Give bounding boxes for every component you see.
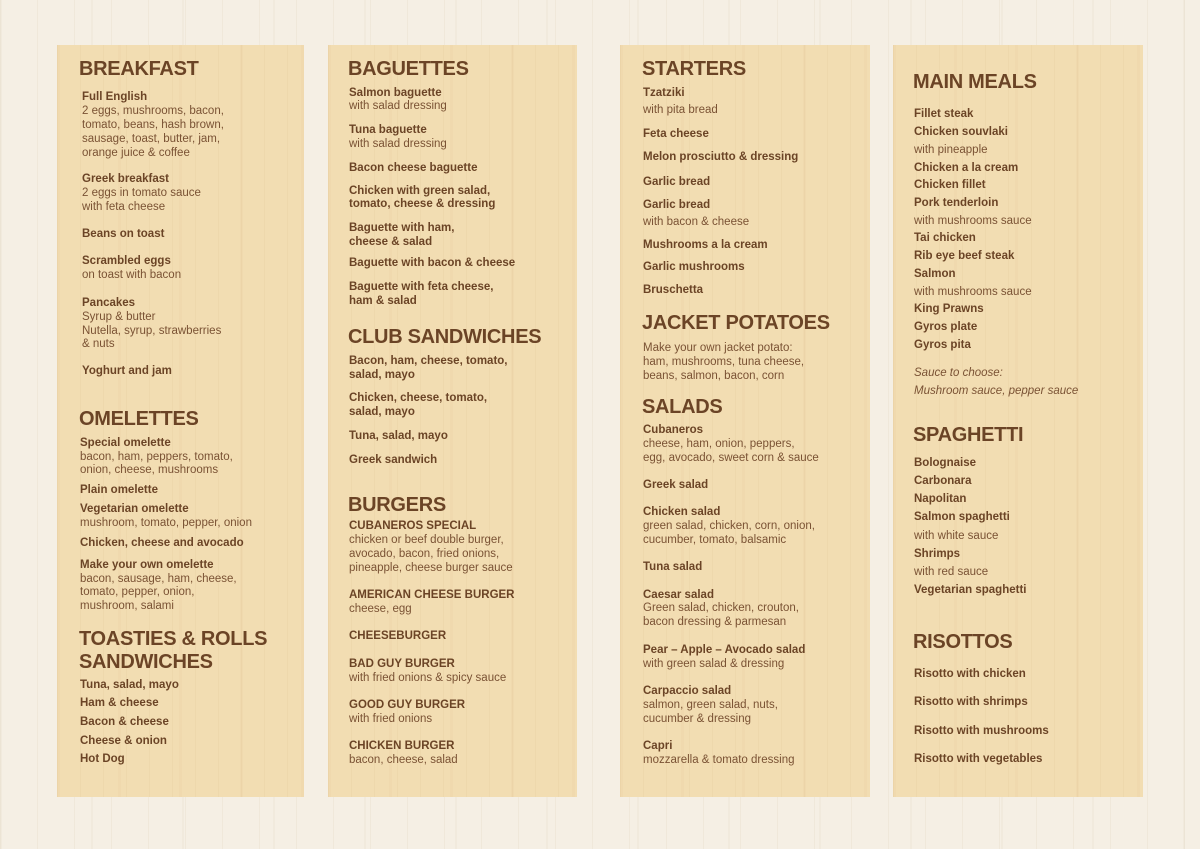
menu-item-name: AMERICAN CHEESE BURGER xyxy=(349,589,515,601)
menu-item-desc: Nutella, syrup, strawberries xyxy=(82,325,222,337)
menu-item-desc: mozzarella & tomato dressing xyxy=(643,754,795,766)
menu-item-name: salad, mayo xyxy=(349,406,415,418)
menu-item-name: CHICKEN BURGER xyxy=(349,740,455,752)
menu-item-name: Garlic mushrooms xyxy=(643,261,745,273)
section-title-risottos: RISOTTOS xyxy=(913,631,1013,653)
menu-item-desc: ham, mushrooms, tuna cheese, xyxy=(643,356,805,368)
menu-item-name: Chicken salad xyxy=(643,506,721,518)
menu-item-name: Caesar salad xyxy=(643,589,714,601)
menu-item-name: Tuna baguette xyxy=(349,124,427,136)
menu-item-desc: salmon, green salad, nuts, xyxy=(643,699,778,711)
menu-item-name: King Prawns xyxy=(914,303,984,315)
menu-item-name: Chicken a la cream xyxy=(914,162,1019,174)
menu-item-name: Cubaneros xyxy=(643,424,704,436)
menu-item-desc: 2 eggs, mushrooms, bacon, xyxy=(82,105,224,117)
menu-item-desc: Syrup & butter xyxy=(82,311,156,323)
menu-item-desc: with white sauce xyxy=(914,530,999,542)
menu-item-desc: & nuts xyxy=(82,338,115,350)
menu-item-name: Carpaccio salad xyxy=(643,685,732,697)
menu-item-name: Bolognaise xyxy=(914,457,976,469)
menu-item-name: Tuna, salad, mayo xyxy=(80,679,179,691)
menu-item-desc: with mushrooms sauce xyxy=(914,215,1032,227)
menu-item-name: Full English xyxy=(82,91,148,103)
menu-item-name: Baguette with feta cheese, xyxy=(349,281,494,293)
menu-item-name: Gyros pita xyxy=(914,339,971,351)
menu-item-desc: cheese, ham, onion, peppers, xyxy=(643,438,795,450)
sauce-note: Sauce to choose: xyxy=(914,367,1003,379)
section-title-jacket-potatoes: JACKET POTATOES xyxy=(642,312,830,334)
menu-item-desc: on toast with bacon xyxy=(82,269,182,281)
menu-item-desc: bacon, sausage, ham, cheese, xyxy=(80,573,237,585)
menu-item-name: Greek sandwich xyxy=(349,454,438,466)
menu-item-name: Garlic bread xyxy=(643,176,711,188)
menu-item-name: Risotto with shrimps xyxy=(914,696,1028,708)
menu-item-desc: cucumber & dressing xyxy=(643,713,752,725)
menu-item-desc: Make your own jacket potato: xyxy=(643,342,793,354)
menu-item-desc: with bacon & cheese xyxy=(643,216,750,228)
menu-item-name: Feta cheese xyxy=(643,128,709,140)
menu-item-name: Tzatziki xyxy=(643,87,685,99)
menu-item-desc: with fried onions xyxy=(349,713,433,725)
menu-item-desc: with fried onions & spicy sauce xyxy=(349,672,507,684)
menu-item-desc: cheese, egg xyxy=(349,603,412,615)
menu-item-name: Bacon, ham, cheese, tomato, xyxy=(349,355,508,367)
menu-item-name: Tai chicken xyxy=(914,232,976,244)
menu-item-name: Beans on toast xyxy=(82,228,165,240)
section-title-club-sandwiches: CLUB SANDWICHES xyxy=(348,326,542,348)
sauce-note: Mushroom sauce, pepper sauce xyxy=(914,385,1079,397)
section-title-sandwiches: SANDWICHES xyxy=(79,651,213,673)
menu-item-name: Baguette with ham, xyxy=(349,222,455,234)
menu-item-name: Shrimps xyxy=(914,548,961,560)
section-title-breakfast: BREAKFAST xyxy=(79,58,199,80)
menu-item-name: Chicken, cheese and avocado xyxy=(80,537,244,549)
menu-item-desc: mushroom, salami xyxy=(80,600,174,612)
menu-item-name: Tuna, salad, mayo xyxy=(349,430,448,442)
menu-item-name: Mushrooms a la cream xyxy=(643,239,768,251)
menu-item-desc: with pineapple xyxy=(914,144,988,156)
menu-item-name: Greek salad xyxy=(643,479,709,491)
menu-item-name: Salmon baguette xyxy=(349,87,442,99)
menu-item-desc: orange juice & coffee xyxy=(82,147,190,159)
menu-item-desc: 2 eggs in tomato sauce xyxy=(82,187,201,199)
menu-item-name: Rib eye beef steak xyxy=(914,250,1015,262)
menu-item-name: Make your own omelette xyxy=(80,559,214,571)
menu-item-desc: cucumber, tomato, balsamic xyxy=(643,534,787,546)
menu-item-name: Risotto with vegetables xyxy=(914,753,1043,765)
menu-item-name: Chicken fillet xyxy=(914,179,986,191)
menu-item-desc: beans, salmon, bacon, corn xyxy=(643,370,785,382)
menu-item-desc: egg, avocado, sweet corn & sauce xyxy=(643,452,819,464)
menu-item-desc: bacon, cheese, salad xyxy=(349,754,458,766)
menu-item-name: Yoghurt and jam xyxy=(82,365,172,377)
section-title-toasties: TOASTIES & ROLLS xyxy=(79,628,268,650)
menu-item-name: Chicken, cheese, tomato, xyxy=(349,392,488,404)
menu-item-desc: with green salad & dressing xyxy=(643,658,785,670)
menu-item-name: Vegetarian spaghetti xyxy=(914,584,1027,596)
menu-item-name: Bacon & cheese xyxy=(80,716,169,728)
menu-item-desc: pineapple, cheese burger sauce xyxy=(349,562,513,574)
menu-item-name: Cheese & onion xyxy=(80,735,167,747)
menu-item-name: CUBANEROS SPECIAL xyxy=(349,520,477,532)
menu-item-name: Pancakes xyxy=(82,297,136,309)
menu-item-desc: with mushrooms sauce xyxy=(914,286,1032,298)
menu-item-name: Chicken with green salad, xyxy=(349,185,491,197)
menu-item-name: Risotto with chicken xyxy=(914,668,1026,680)
menu-item-desc: with salad dressing xyxy=(349,100,447,112)
menu-item-name: CHEESEBURGER xyxy=(349,630,447,642)
menu-item-desc: mushroom, tomato, pepper, onion xyxy=(80,517,252,529)
menu-item-name: Pear – Apple – Avocado salad xyxy=(643,644,806,656)
menu-item-desc: onion, cheese, mushrooms xyxy=(80,464,219,476)
menu-item-name: Napolitan xyxy=(914,493,967,505)
menu-item-desc: with salad dressing xyxy=(349,138,447,150)
menu-item-desc: Green salad, chicken, crouton, xyxy=(643,602,799,614)
menu-item-name: salad, mayo xyxy=(349,369,415,381)
menu-item-name: Ham & cheese xyxy=(80,697,159,709)
section-title-burgers: BURGERS xyxy=(348,494,446,516)
menu-item-name: Special omelette xyxy=(80,437,171,449)
section-title-spaghetti: SPAGHETTI xyxy=(913,424,1024,446)
menu-item-name: ham & salad xyxy=(349,295,417,307)
menu-item-name: Greek breakfast xyxy=(82,173,169,185)
menu-item-name: Fillet steak xyxy=(914,108,974,120)
section-title-omelettes: OMELETTES xyxy=(79,408,199,430)
menu-item-name: Tuna salad xyxy=(643,561,703,573)
menu-item-name: Bruschetta xyxy=(643,284,704,296)
menu-item-desc: with red sauce xyxy=(914,566,989,578)
menu-item-name: Bacon cheese baguette xyxy=(349,162,478,174)
menu-item-name: Capri xyxy=(643,740,673,752)
menu-item-name: Salmon xyxy=(914,268,956,280)
menu-item-name: Scrambled eggs xyxy=(82,255,171,267)
menu-item-desc: chicken or beef double burger, xyxy=(349,534,504,546)
menu-item-name: Baguette with bacon & cheese xyxy=(349,257,516,269)
menu-item-desc: bacon dressing & parmesan xyxy=(643,616,787,628)
menu-item-desc: tomato, beans, hash brown, xyxy=(82,119,224,131)
menu-item-name: tomato, cheese & dressing xyxy=(349,198,496,210)
menu-column-4 xyxy=(893,45,1143,797)
menu-item-desc: sausage, toast, butter, jam, xyxy=(82,133,221,145)
section-title-main-meals: MAIN MEALS xyxy=(913,71,1037,93)
menu-item-name: Hot Dog xyxy=(80,753,125,765)
section-title-starters: STARTERS xyxy=(642,58,746,80)
menu-item-name: Carbonara xyxy=(914,475,972,487)
menu-item-desc: with feta cheese xyxy=(82,201,166,213)
menu-item-desc: tomato, pepper, onion, xyxy=(80,586,195,598)
menu-item-name: Melon prosciutto & dressing xyxy=(643,151,799,163)
menu-item-name: Plain omelette xyxy=(80,484,158,496)
menu-item-name: cheese & salad xyxy=(349,236,433,248)
menu-item-name: Gyros plate xyxy=(914,321,978,333)
menu-item-name: Garlic bread xyxy=(643,199,711,211)
section-title-baguettes: BAGUETTES xyxy=(348,58,469,80)
menu-item-name: Salmon spaghetti xyxy=(914,511,1010,523)
menu-item-desc: bacon, ham, peppers, tomato, xyxy=(80,451,233,463)
menu-item-desc: avocado, bacon, fried onions, xyxy=(349,548,500,560)
menu-item-name: BAD GUY BURGER xyxy=(349,658,455,670)
menu-item-name: Chicken souvlaki xyxy=(914,126,1008,138)
menu-item-desc: with pita bread xyxy=(643,104,718,116)
menu-item-name: GOOD GUY BURGER xyxy=(349,699,466,711)
menu-item-name: Risotto with mushrooms xyxy=(914,725,1049,737)
section-title-salads: SALADS xyxy=(642,396,723,418)
menu-item-name: Vegetarian omelette xyxy=(80,503,189,515)
menu-item-name: Pork tenderloin xyxy=(914,197,999,209)
menu-item-desc: green salad, chicken, corn, onion, xyxy=(643,520,815,532)
